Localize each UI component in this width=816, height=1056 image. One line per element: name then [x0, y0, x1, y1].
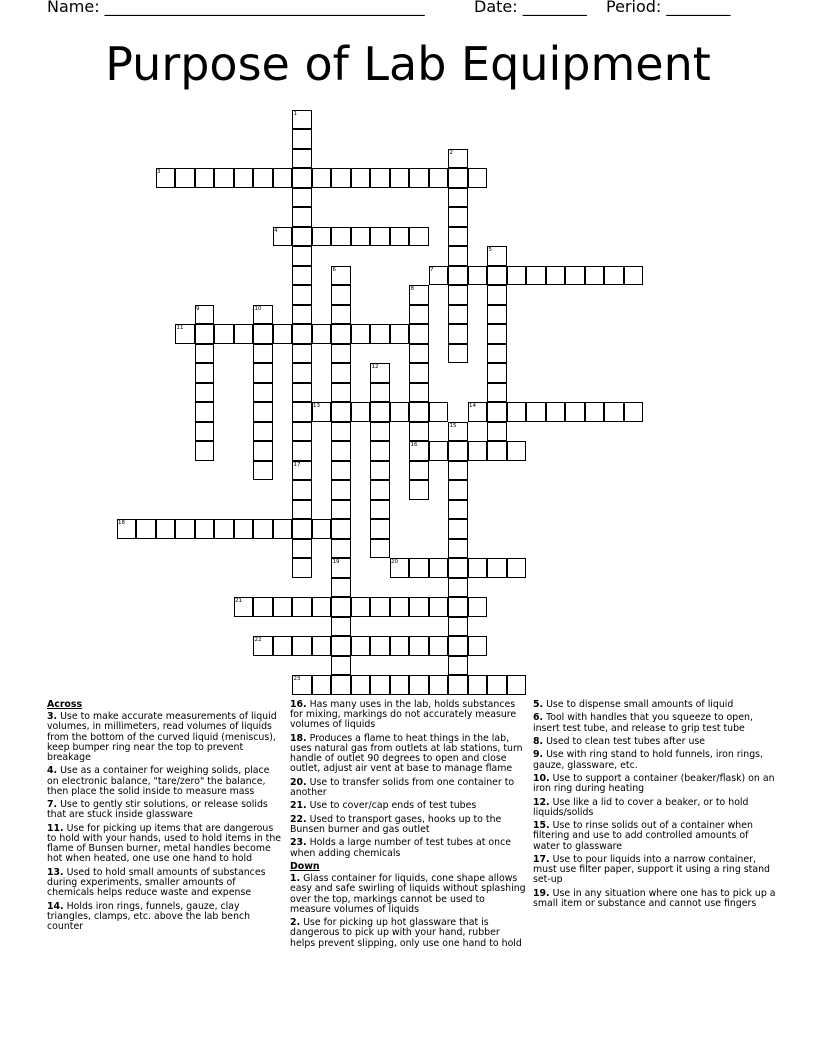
- grid-cell[interactable]: [487, 266, 507, 286]
- grid-cell[interactable]: [292, 597, 312, 617]
- clue-down_cont-15: 15. Use to rinse solids out of a container when filtering and use to add controlled amounts of water to glassware: [533, 820, 753, 852]
- page-title: Purpose of Lab Equipment: [105, 37, 711, 91]
- grid-cell[interactable]: [507, 558, 527, 578]
- grid-cell[interactable]: [331, 422, 351, 442]
- grid-cell[interactable]: [409, 558, 429, 578]
- grid-cell[interactable]: [448, 656, 468, 676]
- grid-cell[interactable]: [331, 441, 351, 461]
- grid-cell[interactable]: [253, 344, 273, 364]
- grid-cell[interactable]: [468, 675, 488, 695]
- grid-cell[interactable]: [292, 188, 312, 208]
- grid-cell[interactable]: [409, 422, 429, 442]
- grid-cell[interactable]: [312, 636, 332, 656]
- clue-number-9: 9: [196, 305, 200, 312]
- grid-cell[interactable]: [331, 402, 351, 422]
- grid-cell[interactable]: [351, 597, 371, 617]
- grid-cell[interactable]: [487, 675, 507, 695]
- clue-down_cont-12: 12. Use like a lid to cover a beaker, or to hold liquids/solids: [533, 796, 749, 818]
- grid-cell[interactable]: [487, 558, 507, 578]
- clue-down_cont-8: 8. Used to clean test tubes after use: [533, 735, 706, 747]
- grid-cell[interactable]: [331, 519, 351, 539]
- grid-cell[interactable]: [429, 168, 449, 188]
- across-heading: Across: [47, 699, 83, 710]
- grid-cell[interactable]: [448, 519, 468, 539]
- clue-number-17: 17: [293, 461, 301, 468]
- grid-cell[interactable]: [370, 597, 390, 617]
- grid-cell[interactable]: [565, 266, 585, 286]
- grid-cell[interactable]: [409, 168, 429, 188]
- grid-cell[interactable]: [195, 402, 215, 422]
- grid-cell[interactable]: [390, 402, 410, 422]
- clue-number-1: 1: [293, 110, 297, 117]
- grid-cell[interactable]: [370, 461, 390, 481]
- grid-cell[interactable]: [487, 305, 507, 325]
- grid-cell[interactable]: [487, 285, 507, 305]
- grid-cell[interactable]: [253, 168, 273, 188]
- grid-cell[interactable]: [448, 266, 468, 286]
- grid-cell[interactable]: [448, 168, 468, 188]
- clue-number-8: 8: [410, 286, 414, 292]
- grid-cell[interactable]: [331, 539, 351, 559]
- period-field[interactable]: Period: ________: [606, 0, 731, 16]
- grid-cell[interactable]: [409, 383, 429, 403]
- grid-cell[interactable]: [487, 363, 507, 383]
- clue-across-7: 7. Use to gently stir solutions, or release solids that are stuck inside glassware: [47, 799, 268, 821]
- grid-cell[interactable]: [175, 519, 195, 539]
- grid-cell[interactable]: [507, 675, 527, 695]
- grid-cell[interactable]: [234, 519, 254, 539]
- grid-cell[interactable]: [448, 441, 468, 461]
- clue-down_cont-6: 6. Tool with handles that you squeeze to open, insert test tube, and release to grip test tube: [533, 712, 753, 734]
- grid-cell[interactable]: [468, 168, 488, 188]
- grid-cell[interactable]: [351, 324, 371, 344]
- grid-cell[interactable]: [429, 402, 449, 422]
- clue-across-20: 20. Use to transfer solids from one container to another: [290, 776, 515, 798]
- clue-down-2: 2. Use for picking up hot glassware that is dangerous to pick up with your hand, rubber helps prevent slipping, only use one hand to hold: [290, 917, 522, 949]
- clue-number-21: 21: [235, 598, 242, 604]
- grid-cell[interactable]: [292, 129, 312, 149]
- grid-cell[interactable]: [409, 480, 429, 500]
- grid-cell[interactable]: [331, 480, 351, 500]
- clue-number-7: 7: [430, 266, 434, 273]
- clue-column-3: [533, 700, 777, 912]
- grid-cell[interactable]: [448, 188, 468, 208]
- grid-cell[interactable]: [409, 363, 429, 383]
- down-heading: Down: [290, 860, 320, 872]
- grid-cell[interactable]: [468, 636, 488, 656]
- grid-cell[interactable]: [585, 266, 605, 286]
- grid-cell[interactable]: [409, 675, 429, 695]
- grid-cell[interactable]: [390, 636, 410, 656]
- grid-cell[interactable]: [624, 266, 644, 286]
- clue-number-16: 16: [410, 442, 418, 448]
- grid-cell[interactable]: [409, 344, 429, 364]
- grid-cell[interactable]: [292, 149, 312, 169]
- grid-cell[interactable]: [331, 617, 351, 637]
- grid-cell[interactable]: [331, 656, 351, 676]
- grid-cell[interactable]: [312, 227, 332, 247]
- grid-cell[interactable]: [331, 578, 351, 598]
- grid-cell[interactable]: [331, 597, 351, 617]
- grid-cell[interactable]: [273, 168, 293, 188]
- grid-cell[interactable]: [292, 636, 312, 656]
- grid-cell[interactable]: [390, 675, 410, 695]
- clue-down-1: 1. Glass container for liquids, cone shape allows easy and safe swirling of liquids without splashing over the top, markings cannot be used to measure volumes of liquids: [290, 873, 526, 915]
- grid-cell[interactable]: [351, 675, 371, 695]
- grid-cell[interactable]: [331, 675, 351, 695]
- grid-cell[interactable]: [195, 422, 215, 442]
- clue-number-12: 12: [371, 364, 379, 370]
- grid-cell[interactable]: [487, 344, 507, 364]
- grid-cell[interactable]: [234, 324, 254, 344]
- clue-number-20: 20: [391, 559, 398, 565]
- grid-cell[interactable]: [292, 344, 312, 364]
- grid-cell[interactable]: [331, 500, 351, 520]
- grid-cell[interactable]: [487, 422, 507, 442]
- grid-cell[interactable]: [370, 324, 390, 344]
- grid-cell[interactable]: [487, 402, 507, 422]
- grid-cell[interactable]: [409, 227, 429, 247]
- grid-cell[interactable]: [214, 324, 234, 344]
- grid-cell[interactable]: [390, 597, 410, 617]
- grid-cell[interactable]: [292, 227, 312, 247]
- clue-number-6: 6: [332, 266, 336, 273]
- grid-cell[interactable]: [331, 383, 351, 403]
- grid-cell[interactable]: [468, 441, 488, 461]
- grid-cell[interactable]: [312, 168, 332, 188]
- clue-number-19: 19: [332, 559, 340, 565]
- grid-cell[interactable]: [253, 461, 273, 481]
- grid-cell[interactable]: [448, 207, 468, 227]
- clue-number-14: 14: [469, 403, 476, 409]
- grid-cell[interactable]: [507, 266, 527, 286]
- grid-cell[interactable]: [351, 168, 371, 188]
- grid-cell[interactable]: [292, 500, 312, 520]
- grid-cell[interactable]: [565, 402, 585, 422]
- grid-cell[interactable]: [409, 636, 429, 656]
- grid-cell[interactable]: [195, 168, 215, 188]
- grid-cell[interactable]: [331, 227, 351, 247]
- grid-cell[interactable]: [487, 441, 507, 461]
- grid-cell[interactable]: [370, 539, 390, 559]
- grid-cell[interactable]: [429, 441, 449, 461]
- grid-cell[interactable]: [331, 461, 351, 481]
- grid-cell[interactable]: [234, 168, 254, 188]
- grid-cell[interactable]: [370, 480, 390, 500]
- grid-cell[interactable]: [448, 597, 468, 617]
- grid-cell[interactable]: [546, 402, 566, 422]
- clue-down_cont-9: 9. Use with ring stand to hold funnels, iron rings, gauze, glassware, etc.: [533, 749, 764, 771]
- grid-cell[interactable]: [351, 636, 371, 656]
- clue-across-16: 16. Has many uses in the lab, holds substances for mixing, markings do not accurately measure volumes of liquids: [290, 699, 517, 731]
- grid-cell[interactable]: [604, 266, 624, 286]
- clue-across-11: 11. Use for picking up items that are dangerous to hold with your hands, used to hold items in the flame of Bunsen burner, metal handles become hot when heated, one use one hand to hold: [47, 822, 282, 865]
- grid-cell[interactable]: [448, 636, 468, 656]
- grid-cell[interactable]: [448, 480, 468, 500]
- grid-cell[interactable]: [292, 558, 312, 578]
- grid-cell[interactable]: [331, 324, 351, 344]
- grid-cell[interactable]: [331, 285, 351, 305]
- grid-cell[interactable]: [292, 285, 312, 305]
- grid-cell[interactable]: [448, 539, 468, 559]
- grid-cell[interactable]: [370, 500, 390, 520]
- grid-cell[interactable]: [370, 422, 390, 442]
- grid-cell[interactable]: [292, 422, 312, 442]
- grid-cell[interactable]: [585, 402, 605, 422]
- grid-cell[interactable]: [624, 402, 644, 422]
- clue-number-22: 22: [254, 637, 262, 643]
- grid-cell[interactable]: [253, 402, 273, 422]
- clue-column-1: [47, 700, 283, 935]
- grid-cell[interactable]: [409, 402, 429, 422]
- grid-cell[interactable]: [312, 597, 332, 617]
- clue-number-5: 5: [488, 247, 492, 253]
- clue-down_cont-17: 17. Use to pour liquids into a narrow container, must use filter paper, support it using a ring stand set-up: [533, 853, 770, 886]
- grid-cell[interactable]: [448, 500, 468, 520]
- grid-cell[interactable]: [448, 305, 468, 325]
- grid-cell[interactable]: [468, 266, 488, 286]
- grid-cell[interactable]: [253, 441, 273, 461]
- grid-cell[interactable]: [526, 402, 546, 422]
- grid-cell[interactable]: [448, 246, 468, 266]
- grid-cell[interactable]: [390, 168, 410, 188]
- grid-cell[interactable]: [448, 578, 468, 598]
- grid-cell[interactable]: [409, 324, 429, 344]
- grid-cell[interactable]: [292, 207, 312, 227]
- clue-number-23: 23: [293, 676, 301, 682]
- grid-cell[interactable]: [156, 519, 176, 539]
- grid-cell[interactable]: [175, 168, 195, 188]
- grid-cell[interactable]: [253, 324, 273, 344]
- grid-cell[interactable]: [312, 519, 332, 539]
- grid-cell[interactable]: [292, 480, 312, 500]
- grid-cell[interactable]: [292, 363, 312, 383]
- grid-cell[interactable]: [370, 675, 390, 695]
- grid-cell[interactable]: [448, 617, 468, 637]
- grid-cell[interactable]: [390, 227, 410, 247]
- grid-cell[interactable]: [292, 441, 312, 461]
- grid-cell[interactable]: [370, 383, 390, 403]
- grid-cell[interactable]: [292, 383, 312, 403]
- grid-cell[interactable]: [331, 636, 351, 656]
- grid-cell[interactable]: [370, 441, 390, 461]
- grid-cell[interactable]: [292, 539, 312, 559]
- grid-cell[interactable]: [195, 344, 215, 364]
- clue-number-3: 3: [157, 169, 161, 175]
- grid-cell[interactable]: [429, 675, 449, 695]
- grid-cell[interactable]: [409, 461, 429, 481]
- name-field[interactable]: Name: ________________________________________: [47, 0, 425, 16]
- grid-cell[interactable]: [214, 168, 234, 188]
- grid-cell[interactable]: [351, 227, 371, 247]
- grid-cell[interactable]: [253, 363, 273, 383]
- grid-cell[interactable]: [292, 168, 312, 188]
- clue-number-2: 2: [449, 149, 453, 156]
- grid-cell[interactable]: [448, 558, 468, 578]
- grid-cell[interactable]: [331, 168, 351, 188]
- grid-cell[interactable]: [273, 636, 293, 656]
- grid-cell[interactable]: [273, 597, 293, 617]
- grid-cell[interactable]: [195, 519, 215, 539]
- grid-cell[interactable]: [448, 675, 468, 695]
- clue-number-18: 18: [118, 520, 125, 526]
- grid-cell[interactable]: [351, 402, 371, 422]
- clue-across-13: 13. Used to hold small amounts of substances during experiments, smaller amounts of chemicals helps reduce waste and expense: [47, 866, 266, 899]
- clue-across-22: 22. Used to transport gases, hooks up to the Bunsen burner and gas outlet: [290, 813, 502, 835]
- clue-down_cont-5: 5. Use to dispense small amounts of liquid: [533, 699, 734, 710]
- grid-cell[interactable]: [195, 383, 215, 403]
- grid-cell[interactable]: [448, 461, 468, 481]
- grid-cell[interactable]: [409, 305, 429, 325]
- grid-cell[interactable]: [331, 305, 351, 325]
- grid-cell[interactable]: [195, 363, 215, 383]
- clue-number-10: 10: [254, 305, 262, 312]
- grid-cell[interactable]: [370, 168, 390, 188]
- grid-cell[interactable]: [273, 519, 293, 539]
- clue-number-15: 15: [449, 422, 457, 429]
- clue-across-4: 4. Use as a container for weighing solids, place on electronic balance, "tare/zero" the balance, then place the solid inside to measure mass: [47, 765, 270, 797]
- grid-cell[interactable]: [507, 402, 527, 422]
- grid-cell[interactable]: [468, 558, 488, 578]
- grid-cell[interactable]: [487, 383, 507, 403]
- grid-cell[interactable]: [429, 636, 449, 656]
- clue-number-13: 13: [313, 403, 320, 409]
- grid-cell[interactable]: [448, 285, 468, 305]
- grid-cell[interactable]: [292, 519, 312, 539]
- clue-number-11: 11: [176, 325, 184, 331]
- grid-cell[interactable]: [312, 324, 332, 344]
- grid-cell[interactable]: [429, 597, 449, 617]
- grid-cell[interactable]: [409, 597, 429, 617]
- grid-cell[interactable]: [546, 266, 566, 286]
- clue-across-3: 3. Use to make accurate measurements of liquid volumes, in millimeters, read volumes of liquids from the bottom of the curved liquid (meniscus), keep bumper ring near the top to prevent breakage: [47, 711, 277, 764]
- clue-down_cont-19: 19. Use in any situation where one has to pick up a small item or substance and cannot use fingers: [533, 887, 776, 909]
- grid-cell[interactable]: [370, 636, 390, 656]
- grid-cell[interactable]: [448, 227, 468, 247]
- grid-cell[interactable]: [292, 402, 312, 422]
- date-field[interactable]: Date: ________: [474, 0, 587, 16]
- grid-cell[interactable]: [468, 597, 488, 617]
- grid-cell[interactable]: [253, 422, 273, 442]
- grid-cell[interactable]: [292, 246, 312, 266]
- grid-cell[interactable]: [331, 363, 351, 383]
- grid-cell[interactable]: [507, 441, 527, 461]
- grid-cell[interactable]: [253, 597, 273, 617]
- grid-cell[interactable]: [292, 305, 312, 325]
- clue-number-4: 4: [274, 227, 278, 234]
- grid-cell[interactable]: [292, 266, 312, 286]
- grid-cell[interactable]: [448, 324, 468, 344]
- grid-cell[interactable]: [526, 266, 546, 286]
- grid-cell[interactable]: [604, 402, 624, 422]
- grid-cell[interactable]: [136, 519, 156, 539]
- grid-cell[interactable]: [195, 324, 215, 344]
- grid-cell[interactable]: [448, 344, 468, 364]
- grid-cell[interactable]: [370, 519, 390, 539]
- grid-cell[interactable]: [195, 441, 215, 461]
- grid-cell[interactable]: [273, 324, 293, 344]
- clue-across-18: 18. Produces a flame to heat things in the lab, uses natural gas from outlets at lab stations, turn handle of outlet 90 degrees to open and close outlet, adjust air vent at base to manage flame: [290, 732, 523, 775]
- clue-across-23: 23. Holds a large number of test tubes at once when adding chemicals: [290, 837, 512, 859]
- grid-cell[interactable]: [312, 675, 332, 695]
- grid-cell[interactable]: [429, 558, 449, 578]
- clue-column-2: [290, 700, 526, 952]
- grid-cell[interactable]: [214, 519, 234, 539]
- grid-cell[interactable]: [390, 324, 410, 344]
- grid-cell[interactable]: [331, 344, 351, 364]
- clue-across-21: 21. Use to cover/cap ends of test tubes: [290, 800, 477, 812]
- grid-cell[interactable]: [292, 324, 312, 344]
- grid-cell[interactable]: [253, 383, 273, 403]
- grid-cell[interactable]: [370, 402, 390, 422]
- grid-cell[interactable]: [370, 227, 390, 247]
- grid-cell[interactable]: [253, 519, 273, 539]
- clue-down_cont-10: 10. Use to support a container (beaker/flask) on an iron ring during heating: [533, 772, 775, 795]
- grid-cell[interactable]: [487, 324, 507, 344]
- clue-across-14: 14. Holds iron rings, funnels, gauze, clay triangles, clamps, etc. above the lab bench counter: [47, 900, 251, 932]
